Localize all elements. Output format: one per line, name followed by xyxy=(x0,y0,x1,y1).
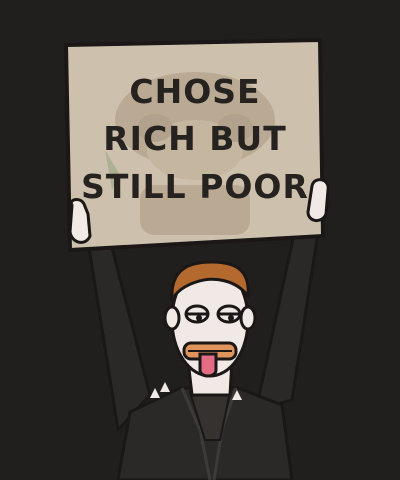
ear-right xyxy=(241,307,255,329)
right-arm xyxy=(256,220,320,410)
shoulder-stud-left-2 xyxy=(160,382,170,392)
sign-line-3: STILL POOR xyxy=(81,167,309,206)
pupil-left xyxy=(196,315,202,321)
sign-line-2: RICH BUT xyxy=(103,119,287,158)
left-arm xyxy=(86,228,150,430)
ear-left xyxy=(165,307,179,329)
sign-line-1: CHOSE xyxy=(129,72,261,111)
tongue xyxy=(200,354,216,376)
pupil-right xyxy=(228,315,234,321)
shoulder-stud-left xyxy=(150,388,160,398)
